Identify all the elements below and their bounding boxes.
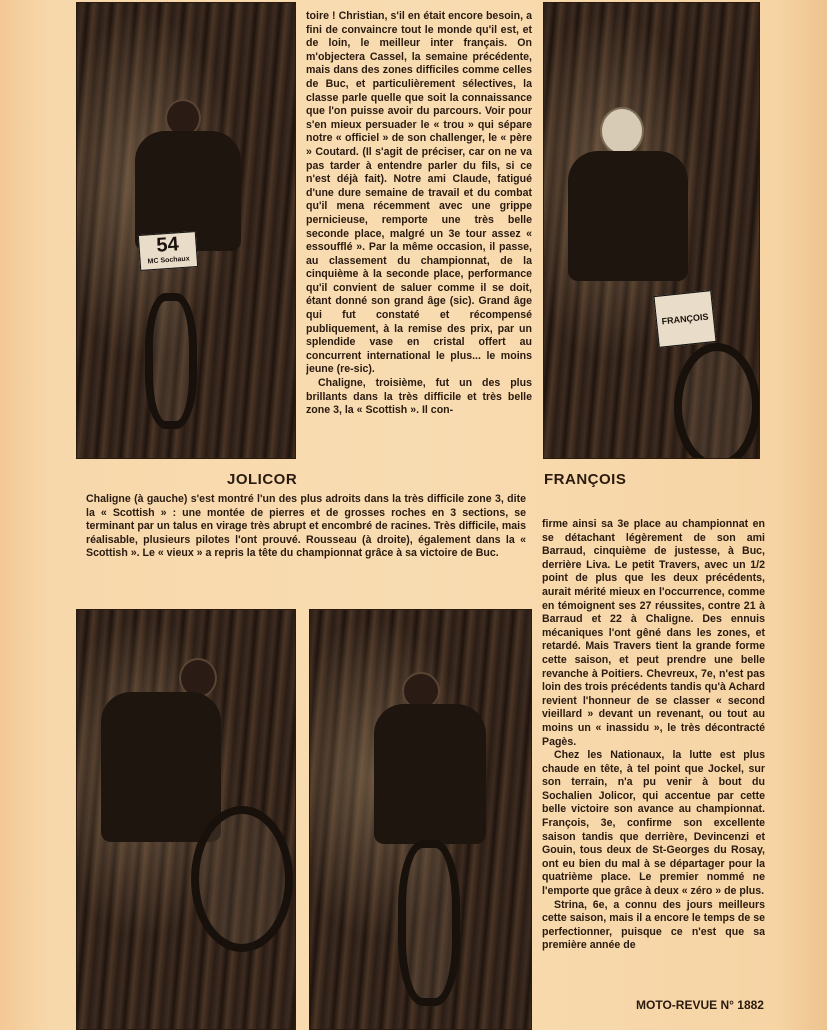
page-footer <box>636 998 764 1012</box>
front-wheel <box>398 840 460 1006</box>
issue-number: N° 1882 <box>720 998 764 1012</box>
article-paragraph: toire ! Christian, s'il en était encore besoin, a fini de convaincre tout le monde qu'il est, et de loin, le meilleur inter français. On m'objectera Cassel, la semaine précédente, mais dans des zones difficiles comme celles de Buc, et particulièrement sélectives, la classe parle quelle que soit la connaissance que l'on puisse avoir du parcours. Voir pour s'en mieux persuader le « trou » qui sépare notre « officiel » de son challenger, le « père » Coutard. (Il s'agit de préciser, car on ne va pas tarder à entendre parler du fils, si ce n'est déjà fait). Notre ami Claude, fatigué d'une dure semaine de travail et du combat qu'il mena récemment avec une grippe pernicieuse, remporte une très belle seconde place, malgré un 3e tour assez « essoufflé ». Par la même occasion, il passe, au classement du championnat, de la cinquième à la seconde place, performance qu'il convient de saluer comme il se doit, étant donné son grand âge (sic). Grand âge qui fut constaté et récompensé publiquement, à la remise des prix, par un splendide vase en cristal offert au concurrent international le plus... le moins jeune (re-sic). <box>306 10 532 376</box>
article-paragraph: Chez les Nationaux, la lutte est plus chaude en tête, à tel point que Jockel, sur son terrain, n'a pu venir à bout du Sochalien Jolicor, qui accentue par cette belle victoire son avance au championnat. François, 3e, confirme son excellente saison tandis que derrière, Devincenzi et Gouin, tous deux de St-Georges du Rosay, ont eu bien du mal à se départager pour la quatrième place. Le premier nommé ne l'emporte que grâce à deux « zéro » de plus. <box>542 749 765 898</box>
photo-rousseau <box>309 609 532 1030</box>
rider-body <box>101 692 221 842</box>
rider-cap <box>600 107 644 155</box>
label-jolicor: JOLICOR <box>227 471 298 488</box>
photo-chaligne <box>76 609 296 1030</box>
front-wheel <box>191 806 293 952</box>
plate-sub: MC Sochaux <box>147 255 190 266</box>
plate-name: FRANÇOIS <box>661 311 709 327</box>
article-paragraph: Chaligne, troisième, fut un des plus brillants dans la très difficile et très belle zone 3, la « Scottish ». Il con- <box>306 377 532 417</box>
article-column-right <box>542 518 765 954</box>
label-francois: FRANÇOIS <box>544 471 627 488</box>
number-plate <box>138 231 198 271</box>
article-column-top <box>306 10 532 474</box>
photo-jolicor <box>76 2 296 459</box>
publication-name: MOTO-REVUE <box>636 998 718 1012</box>
front-wheel <box>674 343 760 459</box>
number-plate <box>653 290 716 348</box>
rider-body <box>374 704 486 844</box>
rider-body <box>568 151 688 281</box>
article-paragraph: firme ainsi sa 3e place au championnat en se détachant légèrement de son ami Barraud, cinquième de justesse, à Buc, derrière Liva. Le petit Travers, avec un 1/2 point de plus que les deux précédents, aurait mérité mieux en l'occurrence, comme en témoignent ses 27 réussites, contre 21 à Barraud et 22 à Chaligne. Des ennuis mécaniques l'ont gêné dans les zones, et retardé. Mais Travers tient la grande forme cette saison, et peut prendre une belle revanche à Poitiers. Chevreux, 7e, n'est pas loin des trois précédents tandis qu'à Achard revient l'honneur de se classer « second vieillard » devant un revenant, ou tout au moins un « inassidu », le très décontracté Pagès. <box>542 518 765 748</box>
plate-number: 54 <box>155 233 180 257</box>
front-wheel <box>145 293 197 429</box>
photo-francois <box>543 2 760 459</box>
article-paragraph: Strina, 6e, a connu des jours meilleurs cette saison, mais il a encore le temps de se perfectionner, puisque ce n'est que sa première année de <box>542 898 765 952</box>
photo-caption: Chaligne (à gauche) s'est montré l'un des plus adroits dans la très difficile zone 3, dite la « Scottish » : une montée de pierres et de grosses roches en 3 sections, se terminant par un talus en virage très abrupt et encombré de racines. Très difficile, mais réalisable, plusieurs pilotes l'ont prouvé. Rousseau (à droite), également dans la « Scottish ». Le « vieux » a repris la tête du championnat grâce à sa victoire de Buc. <box>86 493 526 560</box>
